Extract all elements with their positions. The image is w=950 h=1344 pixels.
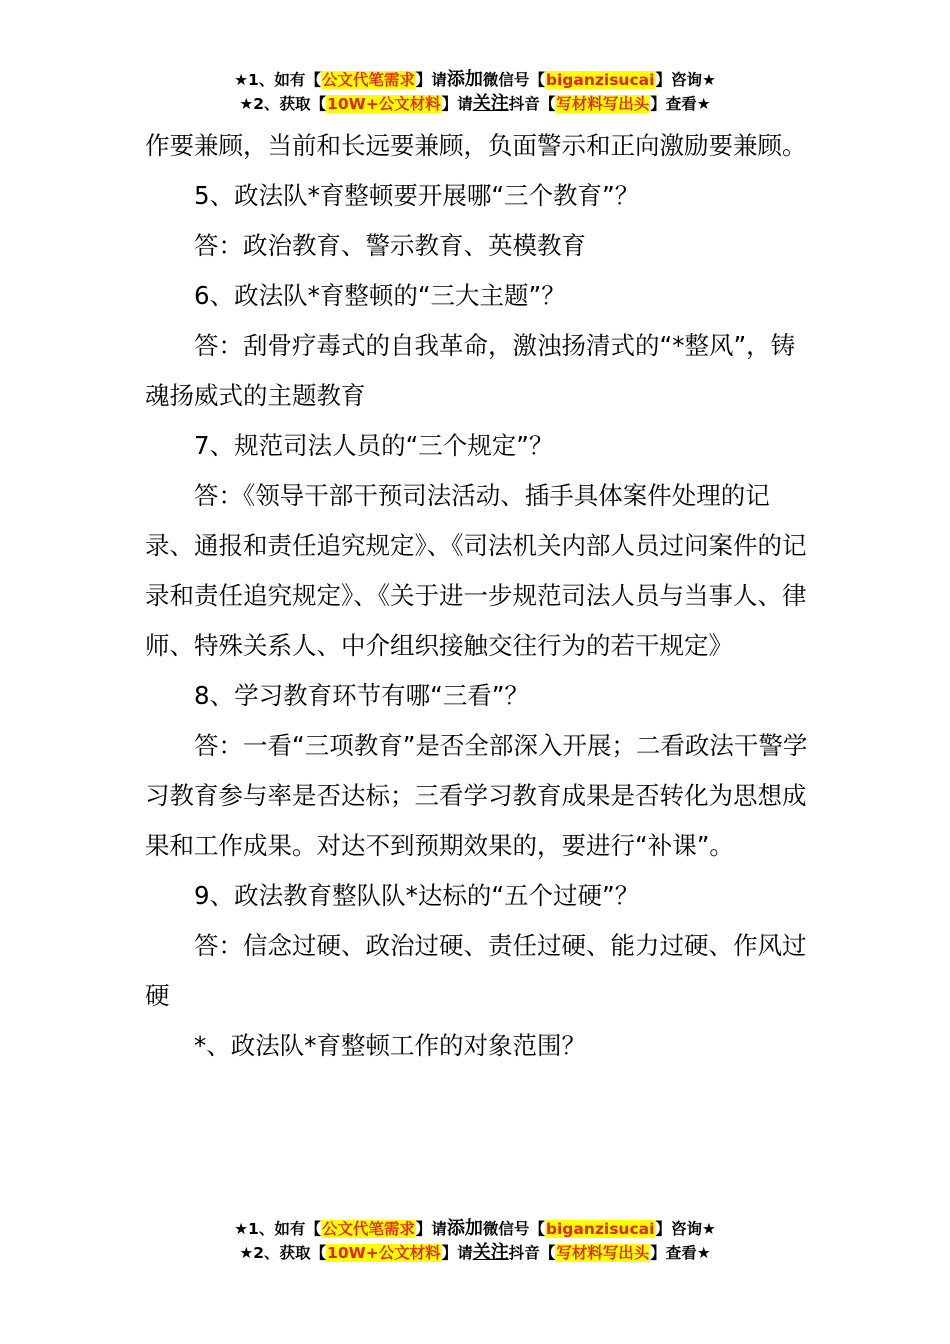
question-5: 5、政法队*育整顿要开展哪“三个教育”？ [194,181,640,210]
document-body [145,121,810,1071]
question-10: *、政法队*育整顿工作的对象范围？ [194,1031,586,1060]
question-7: 7、规范司法人员的“三个规定”？ [194,431,554,460]
highlight-service: 公文代笔需求 [321,71,415,89]
highlight-materials: 10W+公文材料 [327,95,441,113]
answer-9: 答：信念过硬、政治过硬、责任过硬、能力过硬、作风过硬 [145,931,807,1010]
highlight-service: 公文代笔需求 [321,1220,415,1238]
question-6: 6、政法队*育整顿的“三大主题”？ [194,281,566,310]
highlight-douyin: 写材料写出头 [556,1244,650,1262]
answer-6: 答：刮骨疗毒式的自我革命，激浊扬清式的“*整风”，铸魂扬威式的主题教育 [145,331,796,410]
highlight-wechat-id: biganzisucai [545,71,655,89]
highlight-materials: 10W+公文材料 [327,1244,441,1262]
footer-banner [0,1217,950,1265]
banner-line-2: ★2、获取【10W+公文材料】请关注抖音【写材料写出头】查看★ [239,1242,711,1263]
header-banner [0,68,950,116]
highlight-wechat-id: biganzisucai [545,1220,655,1238]
question-8: 8、学习教育环节有哪“三看”？ [194,681,529,710]
question-9: 9、政法教育整队队*达标的“五个过硬”？ [194,881,640,910]
banner-line-2: ★2、获取【10W+公文材料】请关注抖音【写材料写出头】查看★ [239,93,711,114]
paragraph: 作要兼顾，当前和长远要兼顾，负面警示和正向激励要兼顾。 [145,131,807,160]
answer-8: 答：一看“三项教育”是否全部深入开展；二看政法干警学习教育参与率是否达标；三看学习教育成果是否转化为思想成果和工作成果。对达不到预期效果的，要进行“补课”。 [145,731,808,860]
banner-line-1: ★1、如有【公文代笔需求】请添加微信号【biganzisucai】咨询★ [234,1218,716,1239]
answer-5: 答：政治教育、警示教育、英模教育 [194,231,586,260]
answer-7: 答：《领导干部干预司法活动、插手具体案件处理的记录、通报和责任追究规定》、《司法机关内部人员过问案件的记录和责任追究规定》、《关于进一步规范司法人员与当事人、律师、特殊关系人、中介组织接触交往行为的若干规定》 [145,481,807,660]
banner-line-1: ★1、如有【公文代笔需求】请添加微信号【biganzisucai】咨询★ [234,69,716,90]
highlight-douyin: 写材料写出头 [556,95,650,113]
